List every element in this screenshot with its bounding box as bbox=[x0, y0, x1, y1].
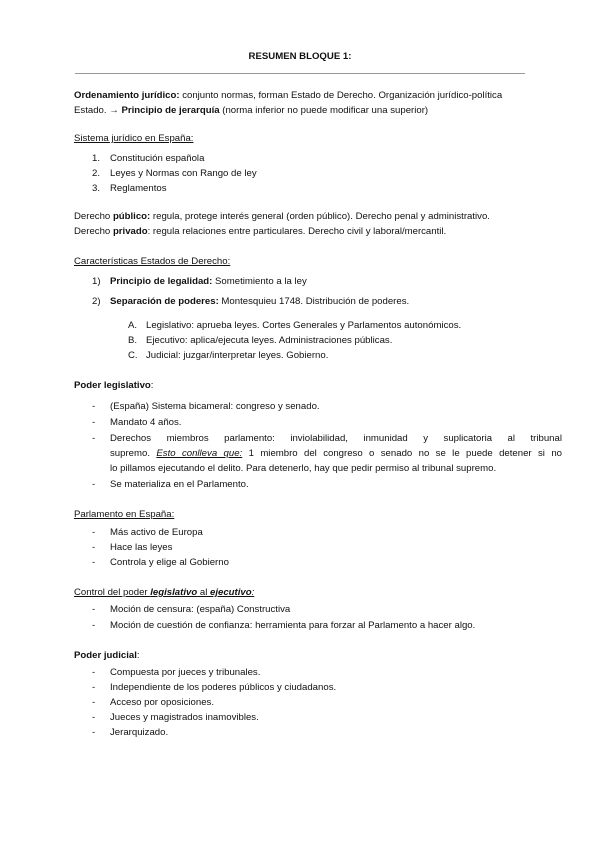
judicial-heading: Poder judicial: bbox=[74, 650, 140, 661]
legislativo-item: Derechos miembros parlamento: inviolabilidad, inmunidad y suplicatoria al tribunal bbox=[110, 433, 562, 444]
esto-conlleva-emphasis: Esto conlleva que: bbox=[156, 448, 243, 459]
bullet-dash: - bbox=[92, 682, 96, 693]
control-item: Moción de cuestión de confianza: herramienta para forzar al Parlamento a hacer algo. bbox=[110, 620, 476, 631]
legislativo-item: Se materializa en el Parlamento. bbox=[110, 479, 249, 490]
ordenamiento-definition: conjunto normas, forman Estado de Derecho. Organización jurídico-política bbox=[179, 90, 503, 101]
bullet-dash: - bbox=[92, 479, 96, 490]
derecho-privado-line: Derecho privado: regula relaciones entre particulares. Derecho civil y laboral/mercantil. bbox=[74, 226, 447, 237]
judicial-item: Independiente de los poderes públicos y ciudadanos. bbox=[110, 682, 337, 693]
poder-item: Legislativo: aprueba leyes. Cortes Generales y Parlamentos autonómicos. bbox=[146, 320, 462, 331]
bullet-dash: - bbox=[92, 527, 96, 538]
poder-letter: C. bbox=[128, 350, 138, 361]
bullet-dash: - bbox=[92, 417, 96, 428]
sistema-item-num: 2. bbox=[92, 168, 101, 179]
bullet-dash: - bbox=[92, 727, 96, 738]
legislativo-item: Mandato 4 años. bbox=[110, 417, 182, 428]
legislativo-heading: Poder legislativo: bbox=[74, 380, 154, 391]
derecho-publico-term: público: bbox=[112, 211, 151, 222]
control-heading: Control del poder legislativo al ejecutivo: bbox=[74, 587, 255, 598]
title-divider bbox=[75, 73, 525, 74]
judicial-item: Acceso por oposiciones. bbox=[110, 697, 214, 708]
judicial-item: Jueces y magistrados inamovibles. bbox=[110, 712, 259, 723]
legislativo-item-continuation: lo pillamos ejecutando el delito. Para detenerlo, hay que pedir permiso al tribunal supremo. bbox=[110, 463, 497, 474]
control-item: Moción de censura: (españa) Constructiva bbox=[110, 604, 291, 615]
judicial-item: Jerarquizado. bbox=[110, 727, 169, 738]
poder-item: Ejecutivo: aplica/ejecuta leyes. Administraciones públicas. bbox=[146, 335, 393, 346]
bullet-dash: - bbox=[92, 557, 96, 568]
ordenamiento-term: Ordenamiento jurídico: bbox=[74, 90, 180, 101]
sistema-heading: Sistema jurídico en España: bbox=[74, 133, 194, 144]
ordenamiento-continuation: Estado. → bbox=[74, 105, 122, 116]
caracteristicas-heading: Características Estados de Derecho: bbox=[74, 256, 231, 267]
derecho-privado-term: privado bbox=[112, 226, 148, 237]
legislativo-item-continuation: supremo. Esto conlleva que: 1 miembro del congreso o senado no se le puede detener si no bbox=[110, 448, 562, 459]
bullet-dash: - bbox=[92, 712, 96, 723]
ordenamiento-line-1 bbox=[74, 90, 502, 102]
judicial-item: Compuesta por jueces y tribunales. bbox=[110, 667, 261, 678]
poder-item: Judicial: juzgar/interpretar leyes. Gobierno. bbox=[146, 350, 329, 361]
derecho-publico-line: Derecho público: regula, protege interés general (orden público). Derecho penal y administrativo. bbox=[74, 211, 490, 222]
principio-jerarquia-term: Principio de jerarquía bbox=[121, 105, 220, 116]
parlamento-item: Hace las leyes bbox=[110, 542, 173, 553]
parlamento-item: Más activo de Europa bbox=[110, 527, 203, 538]
sistema-item-num: 1. bbox=[92, 153, 101, 164]
poder-letter: B. bbox=[128, 335, 138, 346]
parlamento-heading: Parlamento en España: bbox=[74, 509, 175, 520]
parlamento-item: Controla y elige al Gobierno bbox=[110, 557, 229, 568]
sistema-item: Reglamentos bbox=[110, 183, 167, 194]
bullet-dash: - bbox=[92, 697, 96, 708]
bullet-dash: - bbox=[92, 667, 96, 678]
legislativo-item: (España) Sistema bicameral: congreso y senado. bbox=[110, 401, 320, 412]
bullet-dash: - bbox=[92, 604, 96, 615]
sistema-item-num: 3. bbox=[92, 183, 101, 194]
document-title: RESUMEN BLOQUE 1: bbox=[248, 51, 352, 62]
poder-letter: A. bbox=[128, 320, 138, 331]
principio-jerarquia-definition: (norma inferior no puede modificar una superior) bbox=[219, 105, 429, 116]
caracteristica-legalidad: Principio de legalidad: Sometimiento a la ley bbox=[110, 276, 307, 287]
sistema-item: Constitución española bbox=[110, 153, 205, 164]
bullet-dash: - bbox=[92, 542, 96, 553]
bullet-dash: - bbox=[92, 620, 96, 631]
caracteristica-separacion: Separación de poderes: Montesquieu 1748. Distribución de poderes. bbox=[110, 296, 410, 307]
bullet-dash: - bbox=[92, 433, 96, 444]
bullet-dash: - bbox=[92, 401, 96, 412]
sistema-item: Leyes y Normas con Rango de ley bbox=[110, 168, 257, 179]
caracteristica-num: 2) bbox=[92, 296, 101, 307]
caracteristica-num: 1) bbox=[92, 276, 101, 287]
ordenamiento-line-2 bbox=[74, 105, 428, 117]
